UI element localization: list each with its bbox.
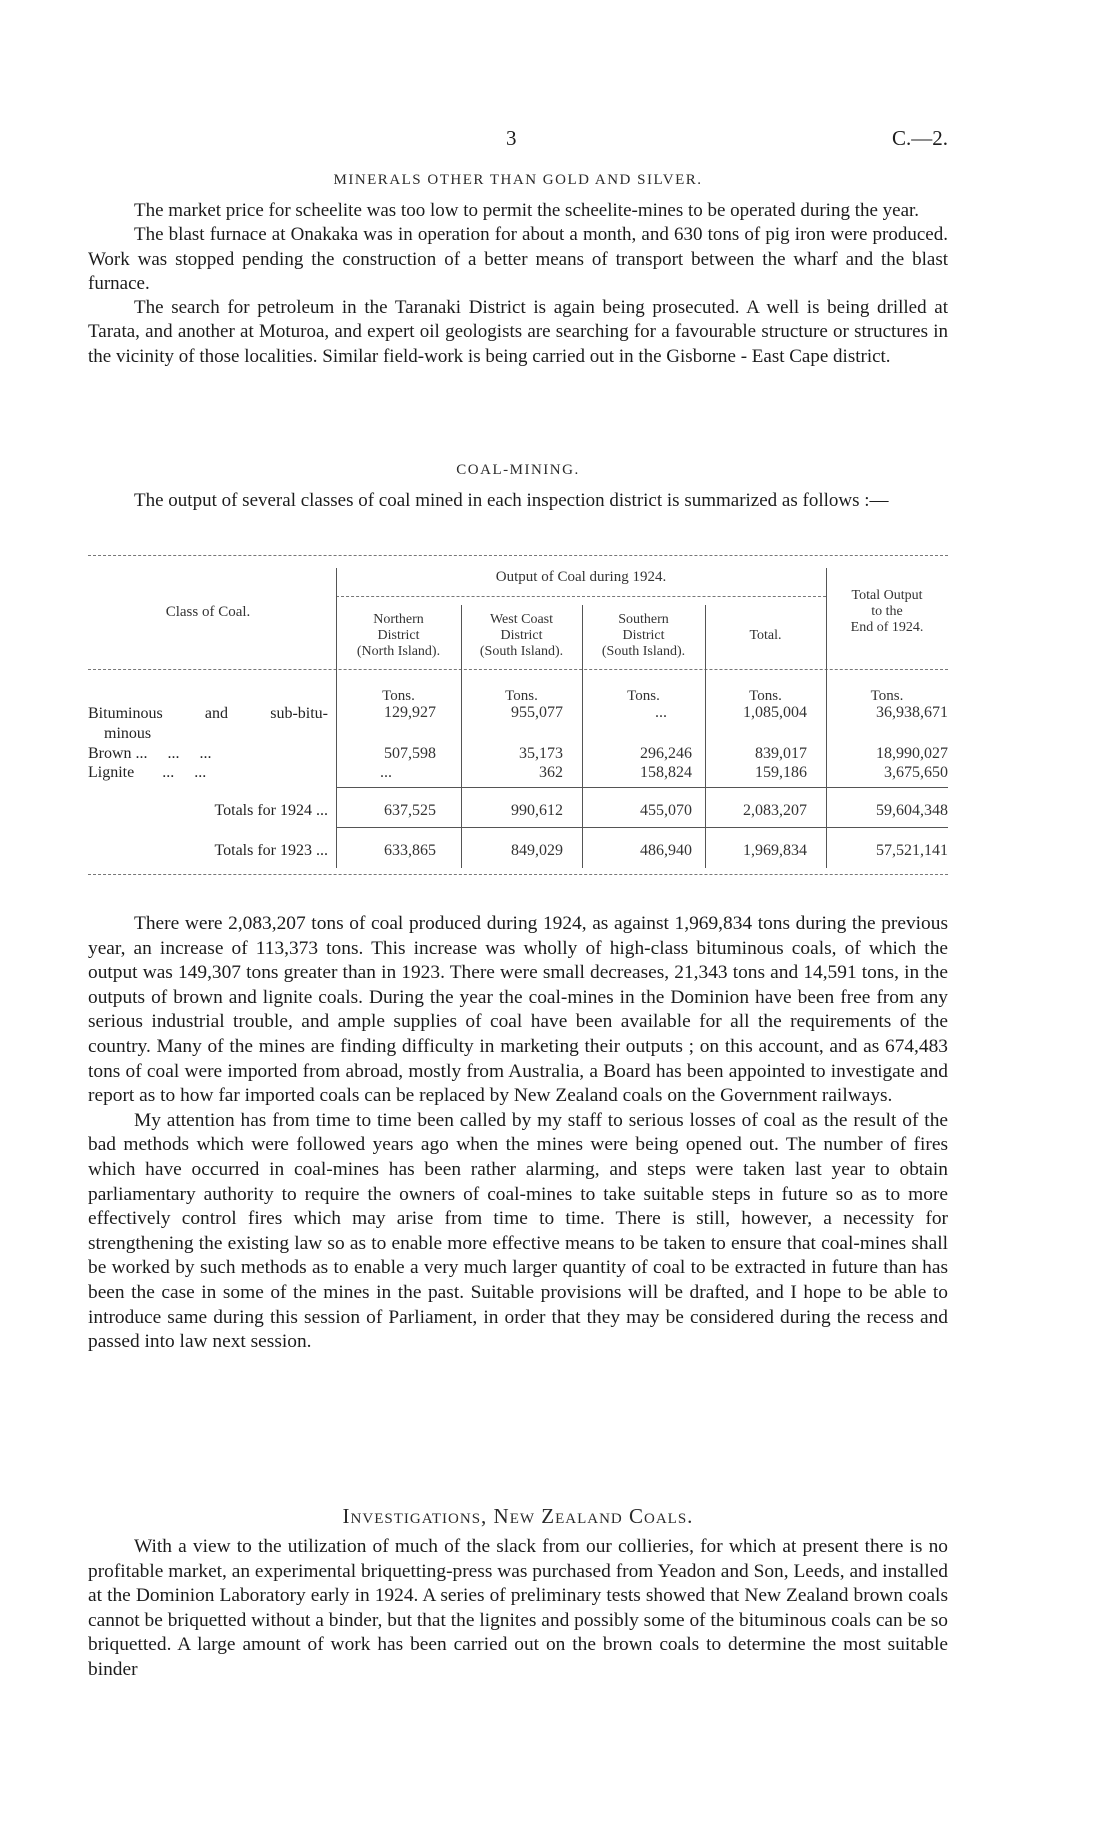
table-cell: 637,525 xyxy=(384,802,436,819)
table-cell: 296,246 xyxy=(640,745,692,762)
table-cell: 36,938,671 xyxy=(876,704,948,721)
table-bottom-rule xyxy=(88,874,948,875)
investigations-heading: Investigations, New Zealand Coals. xyxy=(342,1504,694,1528)
investigations-body xyxy=(88,1535,948,1683)
table-cell: 849,029 xyxy=(511,842,563,859)
header-line: District xyxy=(622,628,665,643)
table-cell: 18,990,027 xyxy=(876,745,948,762)
table-cell: ... xyxy=(380,764,392,781)
coal-intro-paragraph: The output of several classes of coal mined in each inspection district is summarized as follows :— xyxy=(134,490,889,511)
table-cell: 1,969,834 xyxy=(743,842,807,859)
unit-label: Tons. xyxy=(382,688,415,704)
column-header-southern xyxy=(582,612,705,660)
document-reference: C.—2. xyxy=(891,126,948,150)
table-top-rule xyxy=(88,555,948,556)
table-cell: 362 xyxy=(539,764,563,781)
row-label-line: minous xyxy=(104,725,152,742)
header-line: District xyxy=(377,628,420,643)
table-cell: 129,927 xyxy=(384,704,436,721)
table-cell: 990,612 xyxy=(511,802,563,819)
table-cell: 35,173 xyxy=(519,745,563,762)
table-cell: 507,598 xyxy=(384,745,436,762)
table-cell: 59,604,348 xyxy=(876,802,948,819)
unit-label: Tons. xyxy=(749,688,782,704)
coal-paragraph: My attention has from time to time been called by my staff to serious losses of coal as the result of the bad methods which were followed years ago when the mines were being opened out. The number of fires which have occurred in coal-mines has been rather alarming, and steps were taken last year to obtain parliamentary authority to require the owners of coal-mines to take suitable steps in future so as to more effectively control fires which may arise from time to time. There is still, however, a necessity for strengthening the existing law so as to enable more effective means to be taken to ensure that coal-mines shall be worked by such methods as to enable a very much larger quantity of coal to be extracted in future than has been the case in some of the mines in the past. Suitable provisions will be drafted, and I hope to be able to introduce same during this session of Parliament, in order that they may be considered during the recess and passed into law next session. xyxy=(88,1109,948,1353)
totals-1923-label: Totals for 1923 ... xyxy=(214,842,328,859)
table-cell: 3,675,650 xyxy=(884,764,948,781)
header-line: District xyxy=(500,628,543,643)
minerals-heading: MINERALS OTHER THAN GOLD AND SILVER. xyxy=(333,172,703,188)
column-header-total: Total. xyxy=(749,628,782,643)
row-label-lignite: Lignite ... ... xyxy=(88,764,207,781)
unit-label: Tons. xyxy=(505,688,538,704)
coal-paragraph: There were 2,083,207 tons of coal produced during 1924, as against 1,969,834 tons during the previous year, an increase of 113,373 tons. This increase was wholly of high-class bituminous coals, of which the output was 149,307 tons greater than in 1923. There were small decreases, 21,343 tons and 14,591 tons, in the outputs of brown and lignite coals. During the year the coal-mines in the Dominion have been free from any serious industrial trouble, and ample supplies of coal have been available for all the requirements of the country. Many of the mines are finding difficulty in marketing their outputs ; on this account, and as 674,483 tons of coal were imported from abroad, mostly from Australia, a Board has been appointed to investigate and report as to how far imported coals can be replaced by New Zealand coals on the Government railways. xyxy=(88,913,948,1107)
totals-rule xyxy=(336,787,948,788)
minerals-paragraph: The search for petroleum in the Taranaki District is again being prosecuted. A well is being drilled at Tarata, and another at Moturoa, and expert oil geologists are searching for a favourable structure or structures in the vicinity of those localities. Similar field-work is being carried out in the Gisborne - East Cape district. xyxy=(88,297,948,367)
row-label-line: Bituminous and sub-bitu- xyxy=(88,705,328,722)
coal-intro xyxy=(88,489,948,513)
column-header-class: Class of Coal. xyxy=(165,604,251,620)
totals-rule xyxy=(336,827,948,828)
header-line: Total Output xyxy=(851,588,923,603)
header-line: (North Island). xyxy=(356,644,441,659)
minerals-paragraph: The market price for scheelite was too low to permit the scheelite-mines to be operated during the year. xyxy=(134,200,920,221)
table-cell: 158,824 xyxy=(640,764,692,781)
header-bottom-rule xyxy=(88,669,948,670)
column-header-west-coast xyxy=(461,612,582,660)
table-cell: ... xyxy=(655,704,667,721)
table-cell: 1,085,004 xyxy=(743,704,807,721)
header-line: End of 1924. xyxy=(850,620,924,635)
table-cell: 955,077 xyxy=(511,704,563,721)
table-cell: 2,083,207 xyxy=(743,802,807,819)
header-line: to the xyxy=(871,604,903,619)
unit-label: Tons. xyxy=(627,688,660,704)
minerals-paragraph: The blast furnace at Onakaka was in operation for about a month, and 630 tons of pig iron were produced. Work was stopped pending the construction of a better means of transport between the wharf and the blast furnace. xyxy=(88,224,948,294)
group-header-rule xyxy=(336,596,826,597)
header-line: West Coast xyxy=(489,612,554,627)
header-line: Northern xyxy=(373,612,424,627)
header-line: (South Island). xyxy=(601,644,686,659)
row-label-brown: Brown ... ... ... xyxy=(88,745,212,762)
column-header-northern xyxy=(336,612,461,660)
page-header xyxy=(88,126,948,152)
page-number: 3 xyxy=(506,126,517,150)
header-line: Southern xyxy=(618,612,669,627)
totals-1924-label: Totals for 1924 ... xyxy=(214,802,328,819)
table-cell: 633,865 xyxy=(384,842,436,859)
row-label-bituminous xyxy=(88,704,328,744)
header-line: (South Island). xyxy=(479,644,564,659)
column-divider xyxy=(705,605,706,868)
table-cell: 57,521,141 xyxy=(876,842,948,859)
table-cell: 455,070 xyxy=(640,802,692,819)
table-cell: 839,017 xyxy=(755,745,807,762)
minerals-body xyxy=(88,199,948,369)
coal-body xyxy=(88,912,948,1355)
table-cell: 159,186 xyxy=(755,764,807,781)
investigations-paragraph: With a view to the utilization of much of the slack from our collieries, for which at present there is no profitable market, an experimental briquetting-press was purchased from Yeadon and Son, Leeds, and installed at the Dominion Laboratory early in 1924. A series of preliminary tests showed that New Zealand brown coals cannot be briquetted without a binder, but that the lignites and possibly some of the bituminous coals can be so briquetted. A large amount of work has been carried out on the brown coals to determine the most suitable binder xyxy=(88,1536,948,1680)
group-header: Output of Coal during 1924. xyxy=(495,569,667,585)
coal-mining-heading: COAL-MINING. xyxy=(456,462,580,478)
column-header-cumulative xyxy=(826,588,948,636)
table-cell: 486,940 xyxy=(640,842,692,859)
unit-label: Tons. xyxy=(870,688,904,704)
